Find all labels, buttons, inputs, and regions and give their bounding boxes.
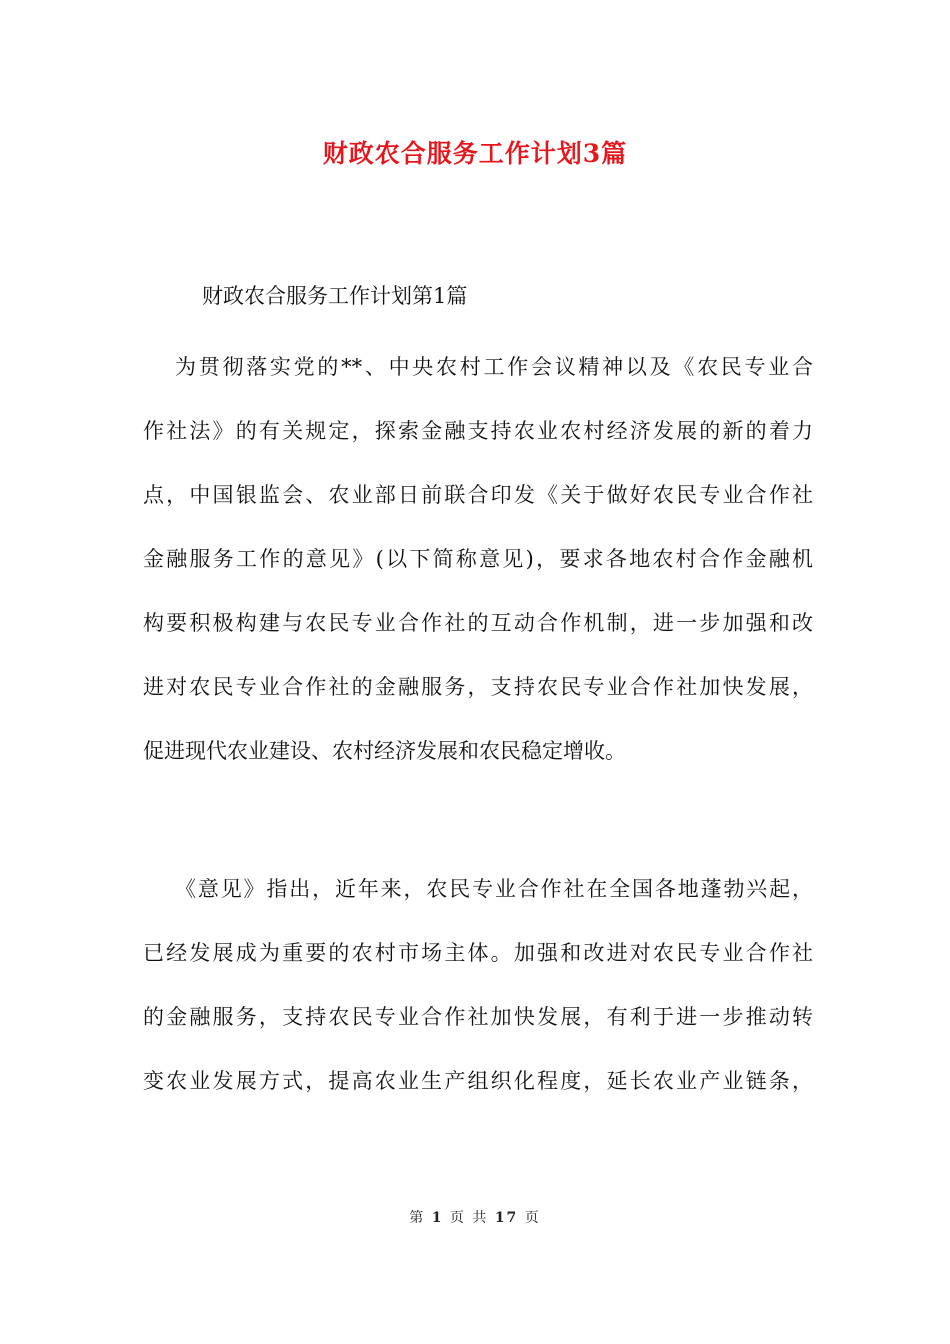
paragraph-line: 为贯彻落实党的**、中央农村工作会议精神以及《农民专业合: [175, 355, 813, 379]
footer-page-number: 1: [431, 1210, 444, 1226]
paragraph-line: 构要积极构建与农民专业合作社的互动合作机制，进一步加强和改: [143, 611, 813, 635]
paragraph-line: 变农业发展方式，提高农业生产组织化程度，延长农业产业链条，: [143, 1069, 813, 1093]
paragraph-line: 金融服务工作的意见》(以下简称意见)，要求各地农村合作金融机: [143, 547, 813, 571]
paragraph-line: 进对农民专业合作社的金融服务，支持农民专业合作社加快发展，: [143, 675, 813, 699]
paragraph-line: 作社法》的有关规定，探索金融支持农业农村经济发展的新的着力: [143, 419, 813, 443]
footer-total-pages: 17: [494, 1210, 519, 1226]
paragraph-2: [143, 873, 813, 1129]
paragraph-line: 点，中国银监会、农业部日前联合印发《关于做好农民专业合作社: [143, 483, 813, 507]
footer-middle: 页 共: [449, 1210, 489, 1226]
footer-prefix: 第: [409, 1210, 426, 1226]
document-title: 财政农合服务工作计划3篇: [322, 139, 628, 168]
page-footer: [0, 1208, 950, 1228]
paragraph-line: 促进现代农业建设、农村经济发展和农民稳定增收。: [143, 739, 626, 763]
paragraph-line: 已经发展成为重要的农村市场主体。加强和改进对农民专业合作社: [143, 941, 813, 965]
section-heading: 财政农合服务工作计划第1篇: [202, 284, 468, 308]
paragraph-1: [143, 351, 813, 799]
paragraph-line: 《意见》指出，近年来，农民专业合作社在全国各地蓬勃兴起，: [175, 877, 813, 901]
footer-suffix: 页: [524, 1210, 541, 1226]
paragraph-line: 的金融服务，支持农民专业合作社加快发展，有利于进一步推动转: [143, 1005, 813, 1029]
